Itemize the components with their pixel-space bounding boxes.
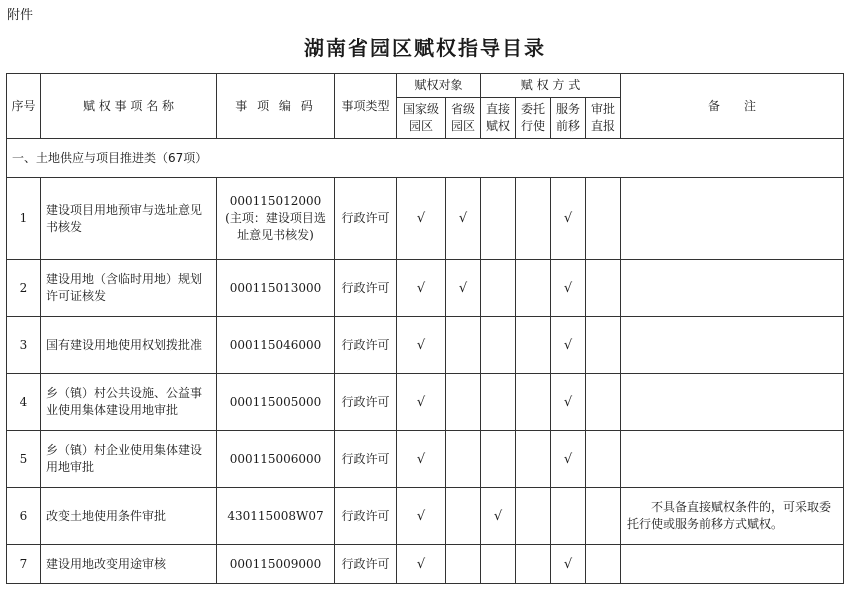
- header-remarks: 备 注: [621, 74, 844, 139]
- row-entrust: [516, 178, 551, 260]
- row-direct-approval: [586, 431, 621, 488]
- row-seq: 7: [7, 545, 41, 584]
- row-code: 000115006000: [217, 431, 335, 488]
- row-provincial: √: [446, 178, 481, 260]
- row-seq: 2: [7, 260, 41, 317]
- row-code: 430115008W07: [217, 488, 335, 545]
- row-national: √: [397, 374, 446, 431]
- row-national: √: [397, 431, 446, 488]
- row-name: 建设用地（含临时用地）规划许可证核发: [41, 260, 217, 317]
- row-national: √: [397, 178, 446, 260]
- row-direct-approval: [586, 374, 621, 431]
- row-name: 建设项目用地预审与选址意见书核发: [41, 178, 217, 260]
- section-title: 一、土地供应与项目推进类（67项）: [7, 139, 844, 178]
- row-provincial: [446, 374, 481, 431]
- row-service-forward: √: [551, 260, 586, 317]
- row-national: √: [397, 488, 446, 545]
- row-remarks: [621, 431, 844, 488]
- row-entrust: [516, 374, 551, 431]
- row-entrust: [516, 545, 551, 584]
- table-row: [7, 488, 844, 545]
- row-name: 乡（镇）村企业使用集体建设用地审批: [41, 431, 217, 488]
- attachment-label: 附件: [7, 8, 34, 23]
- row-code: 000115009000: [217, 545, 335, 584]
- row-code-number: 000115012000: [229, 194, 322, 208]
- row-national: √: [397, 317, 446, 374]
- row-service-forward: √: [551, 545, 586, 584]
- row-seq: 3: [7, 317, 41, 374]
- table-row: [7, 545, 844, 584]
- header-national: 国家级园区: [397, 98, 446, 139]
- row-provincial: [446, 317, 481, 374]
- row-type: 行政许可: [335, 374, 397, 431]
- header-direct: 直接赋权: [481, 98, 516, 139]
- row-direct-approval: [586, 488, 621, 545]
- row-seq: 6: [7, 488, 41, 545]
- row-seq: 4: [7, 374, 41, 431]
- row-name: 改变土地使用条件审批: [41, 488, 217, 545]
- row-direct: √: [481, 488, 516, 545]
- row-provincial: [446, 431, 481, 488]
- row-type: 行政许可: [335, 260, 397, 317]
- row-entrust: [516, 317, 551, 374]
- catalog-table: [6, 73, 844, 584]
- row-entrust: [516, 488, 551, 545]
- row-service-forward: √: [551, 178, 586, 260]
- row-national: √: [397, 260, 446, 317]
- row-name: 乡（镇）村公共设施、公益事业使用集体建设用地审批: [41, 374, 217, 431]
- row-direct-approval: [586, 317, 621, 374]
- row-direct: [481, 178, 516, 260]
- row-type: 行政许可: [335, 431, 397, 488]
- table-row: [7, 317, 844, 374]
- row-remarks: [621, 260, 844, 317]
- header-service-forward: 服务前移: [551, 98, 586, 139]
- row-remarks: [621, 374, 844, 431]
- header-seq: 序号: [7, 74, 41, 139]
- row-direct: [481, 374, 516, 431]
- row-direct-approval: [586, 260, 621, 317]
- row-direct-approval: [586, 178, 621, 260]
- row-service-forward: √: [551, 374, 586, 431]
- row-remarks: 不具备直接赋权条件的，可采取委托行使或服务前移方式赋权。: [621, 488, 844, 545]
- header-entrust: 委托行使: [516, 98, 551, 139]
- row-code: [217, 178, 335, 260]
- header-method-group: 赋 权 方 式: [481, 74, 621, 98]
- page-title: 湖南省园区赋权指导目录: [304, 36, 546, 60]
- header-name: 赋 权 事 项 名 称: [41, 74, 217, 139]
- header-provincial: 省级园区: [446, 98, 481, 139]
- row-remarks: [621, 178, 844, 260]
- row-type: 行政许可: [335, 545, 397, 584]
- header-code: 事 项 编 码: [217, 74, 335, 139]
- header-target-group: 赋权对象: [397, 74, 481, 98]
- row-code: 000115013000: [217, 260, 335, 317]
- row-remarks: [621, 545, 844, 584]
- row-type: 行政许可: [335, 178, 397, 260]
- row-entrust: [516, 431, 551, 488]
- row-direct: [481, 260, 516, 317]
- row-name: 国有建设用地使用权划拨批准: [41, 317, 217, 374]
- row-code: 000115046000: [217, 317, 335, 374]
- row-direct: [481, 431, 516, 488]
- header-type: 事项类型: [335, 74, 397, 139]
- table-row: [7, 260, 844, 317]
- row-seq: 1: [7, 178, 41, 260]
- row-direct: [481, 317, 516, 374]
- row-national: √: [397, 545, 446, 584]
- row-remarks: [621, 317, 844, 374]
- row-name: 建设用地改变用途审核: [41, 545, 217, 584]
- row-provincial: [446, 488, 481, 545]
- table-row: [7, 431, 844, 488]
- table-row: [7, 374, 844, 431]
- row-provincial: √: [446, 260, 481, 317]
- row-direct-approval: [586, 545, 621, 584]
- row-service-forward: √: [551, 317, 586, 374]
- row-entrust: [516, 260, 551, 317]
- row-service-forward: [551, 488, 586, 545]
- row-code-note: (主项：建设项目选址意见书核发): [225, 211, 326, 242]
- row-type: 行政许可: [335, 317, 397, 374]
- row-type: 行政许可: [335, 488, 397, 545]
- row-seq: 5: [7, 431, 41, 488]
- row-service-forward: √: [551, 431, 586, 488]
- row-code: 000115005000: [217, 374, 335, 431]
- header-direct-approval: 审批直报: [586, 98, 621, 139]
- table-row: [7, 178, 844, 260]
- row-provincial: [446, 545, 481, 584]
- row-direct: [481, 545, 516, 584]
